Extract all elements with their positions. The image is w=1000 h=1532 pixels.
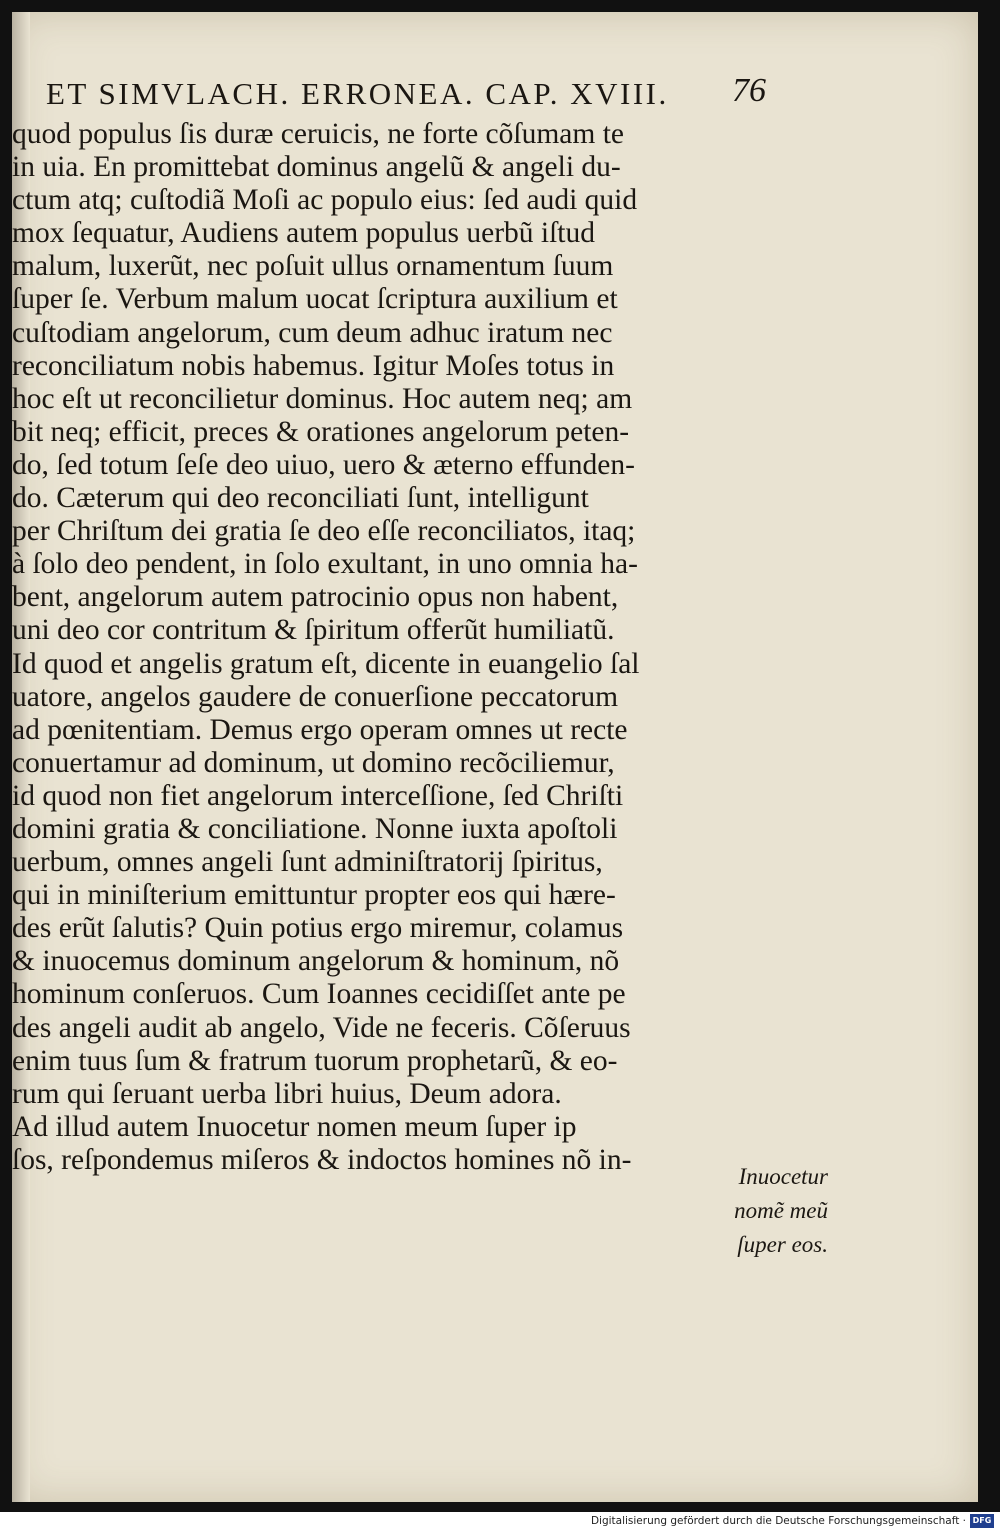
running-title: ET SIMVLACH. ERRONEA. CAP. XVIII. — [46, 76, 669, 111]
text-line: bit neq; efficit, preces & orationes angelorum peten- — [12, 415, 630, 448]
text-line: id quod non fiet angelorum interceſſione, ſed Chriſti — [12, 779, 624, 812]
text-line: des erũt ſalutis? Quin potius ergo miremur, colamus — [12, 912, 624, 945]
text-line: ſuper ſe. Verbum malum uocat ſcriptura auxilium et — [12, 283, 618, 316]
text-line: hoc eſt ut reconcilietur dominus. Hoc autem neq; am — [12, 382, 633, 415]
text-line: malum, luxerũt, nec poſuit ullus ornamentum ſuum — [12, 250, 614, 283]
text-line: enim tuus ſum & fratrum tuorum prophetarũ, & eo- — [12, 1044, 618, 1077]
text-line: uni deo cor contritum & ſpiritum offerũt humiliatũ. — [12, 614, 615, 647]
text-line: rum qui ſeruant uerba libri huius, Deum adora. — [12, 1077, 562, 1110]
dfg-logo: DFG — [970, 1514, 994, 1528]
margin-note — [708, 1160, 828, 1262]
text-line: per Chriſtum dei gratia ſe deo eſſe reconciliatos, itaq; — [12, 515, 636, 548]
book-page — [12, 12, 978, 1502]
text-line: reconciliatum nobis habemus. Igitur Moſes totus in — [12, 349, 615, 382]
funding-credit: Digitalisierung gefördert durch die Deutsche Forschungsgemeinschaft · — [590, 1515, 966, 1527]
text-line: do, ſed totum ſeſe deo uiuo, uero & æterno effunden- — [12, 448, 635, 481]
body-text — [12, 118, 732, 1177]
text-line: bent, angelorum autem patrocinio opus non habent, — [12, 581, 619, 614]
text-line: in uia. En promittebat dominus angelũ & angeli du- — [12, 151, 621, 184]
text-line: ctum atq; cuſtodiã Moſi ac populo eius: ſed audi quid — [12, 184, 638, 217]
text-line: uerbum, omnes angeli ſunt adminiſtratorij ſpiritus, — [12, 846, 603, 879]
text-line: ad pœnitentiam. Demus ergo operam omnes ut recte — [12, 713, 628, 746]
text-line: Ad illud autem Inuocetur nomen meum ſuper ip — [12, 1110, 577, 1143]
text-line: à ſolo deo pendent, in ſolo exultant, in uno omnia ha- — [12, 548, 638, 581]
text-line: domini gratia & conciliatione. Nonne iuxta apoſtoli — [12, 812, 618, 845]
text-line: Id quod et angelis gratum eſt, dicente in euangelio ſal — [12, 647, 640, 680]
text-line: mox ſequatur, Audiens autem populus uerbũ iſtud — [12, 217, 595, 250]
text-line: cuſtodiam angelorum, cum deum adhuc iratum nec — [12, 316, 613, 349]
text-line: uatore, angelos gaudere de conuerſione peccatorum — [12, 680, 619, 713]
text-line: conuertamur ad dominum, ut domino recõciliemur, — [12, 746, 615, 779]
text-line: hominum conſeruos. Cum Ioannes cecidiſſet ante pe — [12, 978, 626, 1011]
text-line: des angeli audit ab angelo, Vide ne feceris. Cõſeruus — [12, 1011, 631, 1044]
margin-note-line: ſuper eos. — [737, 1232, 828, 1257]
folio-number: 76 — [732, 72, 766, 109]
margin-note-line: nomẽ meũ — [734, 1198, 828, 1223]
text-line: quod populus ſis duræ ceruicis, ne forte cõſumam te — [12, 118, 624, 150]
margin-note-line: Inuocetur — [738, 1164, 828, 1189]
text-line: qui in miniſterium emittuntur propter eos qui hære- — [12, 879, 616, 912]
text-line: do. Cæterum qui deo reconciliati ſunt, intelligunt — [12, 482, 589, 515]
text-line: & inuocemus dominum angelorum & hominum, nõ — [12, 945, 620, 978]
text-line: ſos, reſpondemus miſeros & indoctos homines nõ in- — [12, 1143, 632, 1176]
